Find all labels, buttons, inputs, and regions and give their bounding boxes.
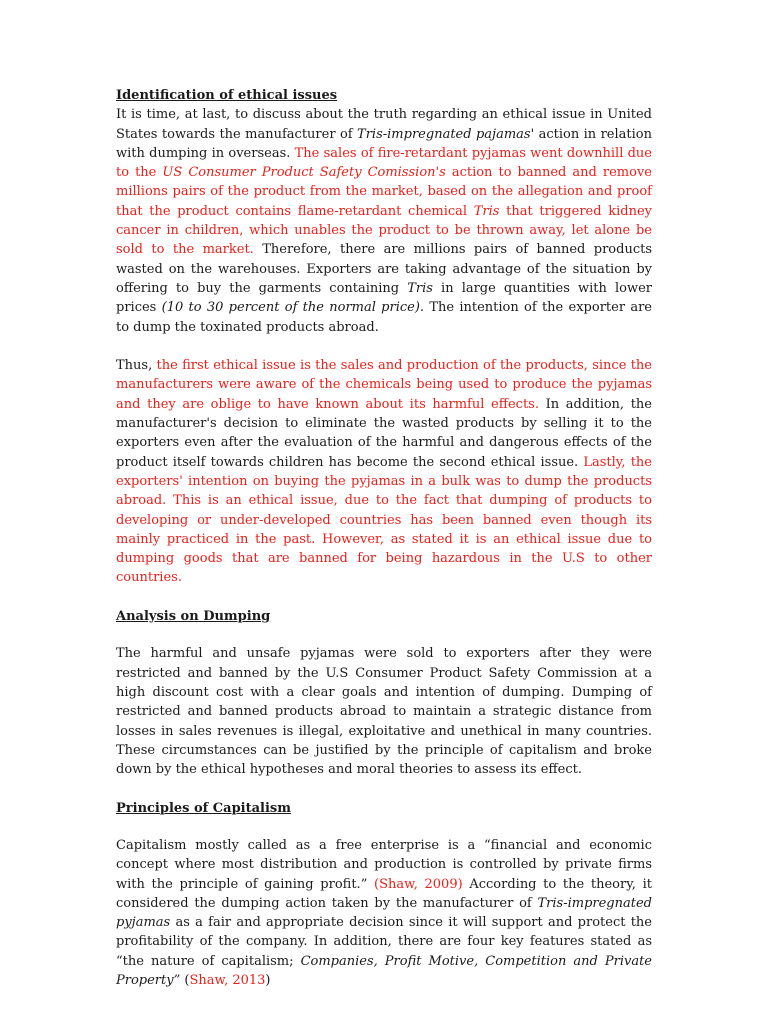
text-run: (Shaw, 2009) [374,876,463,892]
text-run: ) [265,973,271,989]
paragraph-gap [116,626,652,644]
text-run: (10 to 30 percent of the normal price). [161,300,425,316]
text-run: In addition, the manufacturer's decision to eliminate the wasted products by selling it to the exporters even after the evaluation of the harmful and dangerous effects of the product itself towards children has become the second ethical issue. [116,396,652,470]
paragraph-ethical-issues-intro [116,105,652,337]
paragraph-principles-of-capitalism [116,836,652,990]
text-run: Tris [407,280,433,296]
text-run: Thus, [116,358,157,374]
paragraph-analysis-on-dumping [116,644,652,779]
text-run: ( [180,973,190,989]
heading-principles-of-capitalism: Principles of Capitalism [116,800,291,816]
text-run: It is time, at last, to discuss about the truth regarding an ethical issue in United States towards the manufacturer of [116,107,652,142]
heading-analysis-on-dumping: Analysis on Dumping [116,609,271,625]
text-run: Tris [473,203,500,219]
text-run: The sales of fire-retardant pyjamas went downhill due to the [116,145,652,181]
heading-identification-of-ethical-issues: Identification of ethical issues [116,88,338,103]
text-run: Tris-impregnated pyjamas [116,895,652,931]
text-run: Shaw, 2013 [189,973,266,989]
text-run: The harmful and unsafe pyjamas were sold to exporters after they were restricted and banned by the U.S Consumer Product Safety Commission at a high discount cost with a clear goals and intention of dumping. Dumping of restricted and banned products abroad to maintain a strategic distance from losses in sales revenues is illegal, exploitative and unethical in many countries. These circumstances can be justified by the principle of capitalism and broke down by the ethical hypotheses and moral theories to assess its effect. [116,646,652,778]
text-run: US Consumer Product Safety Comission's [162,165,446,181]
text-run: the first ethical issue is the sales and production of the products, since the manufacturers were aware of the chemicals being used to produce the pyjamas and they are oblige to have known about its harmful effects. [116,358,652,412]
text-run: as a fair and appropriate decision since it will support and protect the profitability of the company. In addition, there are four key features stated as “the nature of capitalism; [116,915,652,969]
text-run: Capitalism mostly called as a free enterprise is a “financial and economic concept where most distribution and production is controlled by private firms with the principle of gaining profit.” [116,837,652,892]
text-run: Therefore, there are millions pairs of banned products wasted on the warehouses. Exporters are taking advantage of the situation by offering to buy the garments containing [116,242,653,296]
paragraph-gap [116,337,652,356]
text-run: Tris-impregnated pajamas' [357,126,535,142]
text-run: Companies, Profit Motive, Competition and Private Property” [116,953,653,989]
text-run: action to banned and remove millions pairs of the product from the market, based on the allegation and proof that the product contains flame-retardant chemical [116,165,652,219]
text-run: that triggered kidney cancer in children, which unables the product to be thrown away, let alone be sold to the market. [116,203,652,258]
text-run: action in relation with dumping in overseas. [116,126,652,161]
paragraph-ethical-issues-list [116,356,652,588]
section-gap [116,588,652,607]
text-run: Lastly, the exporters' intention on buying the pyjamas in a bulk was to dump the products abroad. This is an ethical issue, due to the fact that dumping of products to developing or under-developed countries has been banned even though its mainly practiced in the past. However, as stated it is an ethical issue due to dumping goods that are banned for being hazardous in the U.S to other countries. [116,454,652,586]
section-gap [116,779,652,798]
text-run: The intention of the exporter are to dump the toxinated products abroad. [116,300,652,335]
paragraph-gap [116,818,652,836]
text-run: in large quantities with lower prices [116,280,652,316]
text-run: According to the theory, it considered the dumping action taken by the manufacturer of [116,876,652,911]
